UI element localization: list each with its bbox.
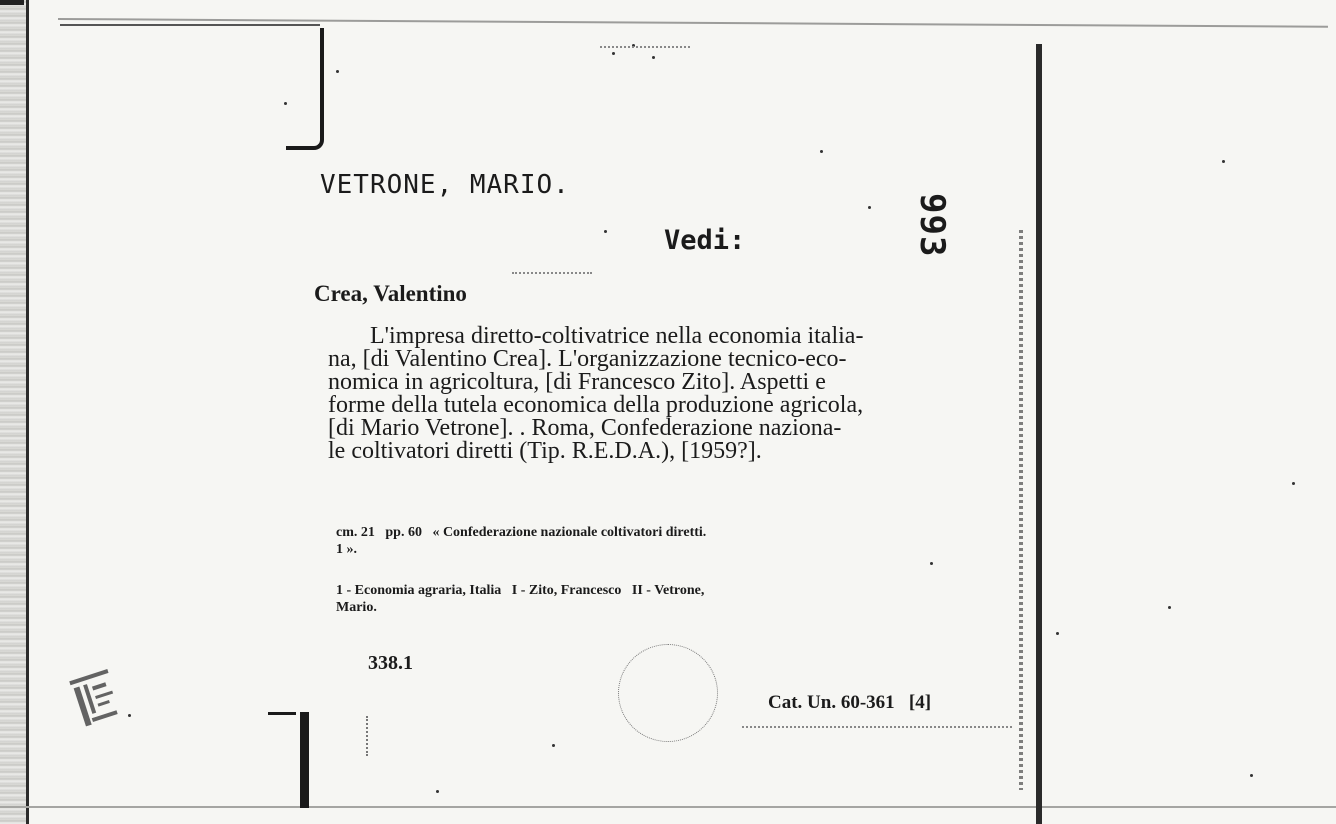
scan-dotted-mark bbox=[742, 726, 1012, 728]
body-line: L'impresa diretto-coltivatrice nella economia italia- bbox=[370, 323, 864, 349]
body-line: le coltivatori diretti (Tip. R.E.D.A.), [1959?]. bbox=[328, 438, 762, 464]
scan-speck bbox=[612, 52, 615, 55]
body-line: nomica in agricoltura, [di Francesco Zito]. Aspetti e bbox=[328, 369, 826, 395]
scan-edge-left bbox=[0, 0, 26, 824]
mount-bracket-top bbox=[286, 28, 324, 150]
card-right-border bbox=[1036, 44, 1042, 824]
see-reference-label: Vedi: bbox=[664, 225, 746, 256]
scan-speck bbox=[930, 562, 933, 565]
card-top-border-inner bbox=[60, 24, 320, 26]
classification-number: 338.1 bbox=[368, 652, 413, 674]
body-line: [di Mario Vetrone]. . Roma, Confederazione naziona- bbox=[328, 415, 842, 441]
scan-dotted-mark bbox=[366, 716, 370, 756]
physical-description bbox=[336, 524, 1006, 558]
subject-tracings bbox=[336, 582, 1006, 616]
scan-speck bbox=[820, 150, 823, 153]
scan-speck bbox=[1056, 632, 1059, 635]
scan-speck bbox=[604, 230, 607, 233]
subject-line: 1 - Economia agraria, Italia I - Zito, Francesco II - Vetrone, bbox=[336, 583, 705, 598]
card-top-border bbox=[58, 18, 1328, 28]
card-right-dotted-border bbox=[1019, 230, 1023, 790]
scan-speck bbox=[552, 744, 555, 747]
scan-speck bbox=[1168, 606, 1171, 609]
scan-edge-line bbox=[26, 0, 29, 824]
card-heading: VETRONE, MARIO. bbox=[320, 170, 570, 200]
scan-speck bbox=[436, 790, 439, 793]
body-line: forme della tutela economica della produzione agricola, bbox=[328, 392, 864, 418]
scan-corner-mark bbox=[0, 0, 24, 5]
body-line: na, [di Valentino Crea]. L'organizzazione tecnico-eco- bbox=[328, 346, 847, 372]
scan-speck bbox=[1222, 160, 1225, 163]
author-name: Crea, Valentino bbox=[314, 281, 467, 306]
scan-speck bbox=[284, 102, 287, 105]
scan-speck bbox=[1292, 482, 1295, 485]
faint-stamp-circle bbox=[618, 644, 718, 742]
scan-speck bbox=[336, 70, 339, 73]
scan-speck bbox=[1250, 774, 1253, 777]
physical-line: 1 ». bbox=[336, 542, 357, 557]
scan-speck bbox=[652, 56, 655, 59]
subject-line: Mario. bbox=[336, 600, 377, 615]
scan-speck bbox=[868, 206, 871, 209]
mount-bracket-bottom bbox=[286, 712, 309, 808]
mount-bracket-tick bbox=[268, 712, 296, 715]
card-number: 993 bbox=[912, 193, 952, 258]
card-bottom-border bbox=[0, 806, 1336, 808]
catalog-number: Cat. Un. 60-361 [4] bbox=[768, 692, 932, 713]
library-stamp-icon bbox=[64, 662, 129, 736]
scan-speck bbox=[128, 714, 131, 717]
scan-dotted-mark bbox=[600, 46, 690, 48]
scan-dotted-mark bbox=[512, 272, 592, 274]
physical-line: cm. 21 pp. 60 « Confederazione nazionale coltivatori diretti. bbox=[336, 525, 707, 540]
title-description bbox=[328, 325, 1008, 463]
